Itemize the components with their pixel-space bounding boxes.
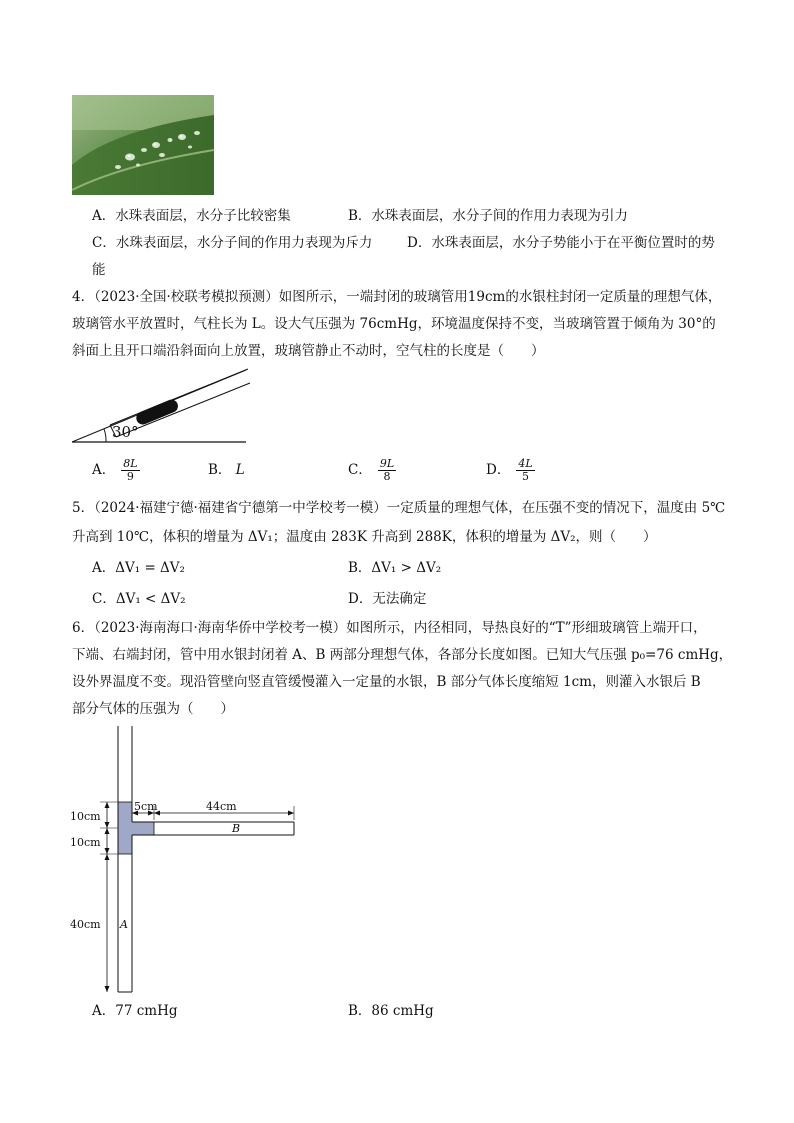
q6-gas-b-label: B (232, 822, 241, 835)
q4-option-b: B． L (208, 462, 245, 478)
q6-stem-line1: 6．（2023·海南海口·海南华侨中学校考一模）如图所示，内径相同，导热良好的“T”形细玻璃管上端开口， (72, 620, 707, 636)
q3-option-b: B．水珠表面层，水分子间的作用力表现为引力 (348, 208, 628, 224)
q6-stem-line4: 部分气体的压强为（ ） (72, 701, 234, 717)
q5-stem-line1: 5．（2024·福建宁德·福建省宁德第一中学校考一模）一定质量的理想气体，在压强不变的情况下，温度由 5℃ (72, 500, 726, 516)
q4-stem-line3: 斜面上且开口端沿斜面向上放置，玻璃管静止不动时，空气柱的长度是（ ） (72, 343, 545, 359)
q4-option-a: A． $\frac{8L}{9}$ (92, 457, 138, 483)
q4-stem-line1: 4．（2023·全国·校联考模拟预测）如图所示，一端封闭的玻璃管用19cm的水银柱封闭一定质量的理想气体， (72, 289, 722, 305)
q4-angle-label: 30° (112, 423, 139, 441)
q6-dim-mid-label: 10cm (70, 836, 101, 849)
q6-dim-top-label: 10cm (70, 810, 101, 823)
q5-option-b: B．ΔV₁ > ΔV₂ (348, 560, 442, 576)
q4-option-d: D． $\frac{4L}{5}$ (486, 457, 533, 483)
q6-option-a: A．77 cmHg (92, 1003, 178, 1019)
q5-stem-line2: 升高到 10℃，体积的增量为 ΔV₁；温度由 283K 升高到 288K，体积的增量为 ΔV₂，则（ ） (72, 529, 657, 545)
q6-dim-stub-label: 5cm (134, 800, 158, 813)
q6-option-b: B．86 cmHg (348, 1003, 434, 1019)
q4-stem-line2: 玻璃管水平放置时，气柱长为 L。设大气压强为 76cmHg，环境温度保持不变，当玻璃管置于倾角为 30°的 (72, 316, 716, 332)
q6-stem-line3: 设外界温度不变。现沿管壁向竖直管缓慢灌入一定量的水银，B 部分气体长度缩短 1cm，则灌入水银后 B (72, 674, 701, 690)
q6-gas-a-label: A (120, 918, 128, 931)
q3-option-d: D．水珠表面层，水分子势能小于在平衡位置时的势 (407, 235, 715, 251)
q4-incline-figure (70, 365, 252, 447)
q6-stem-line2: 下端、右端封闭，管中用水银封闭着 A、B 两部分理想气体，各部分长度如图。已知大气压强 p₀=76 cmHg， (72, 647, 733, 663)
q5-option-a: A．ΔV₁ = ΔV₂ (92, 560, 185, 576)
q6-dim-bottom-label: 40cm (70, 918, 101, 931)
q3-option-d-cont: 能 (92, 262, 106, 278)
q6-t-tube-figure (70, 722, 305, 997)
water-droplet-leaf-photo (72, 95, 214, 195)
q5-option-c: C．ΔV₁ < ΔV₂ (92, 591, 186, 607)
q3-option-a: A．水珠表面层，水分子比较密集 (92, 208, 291, 224)
q3-option-c: C．水珠表面层，水分子间的作用力表现为斥力 (92, 235, 373, 251)
q6-dim-right-label: 44cm (206, 800, 237, 813)
q4-option-c: C． $\frac{9L}{8}$ (348, 457, 395, 483)
q5-option-d: D．无法确定 (348, 591, 427, 607)
